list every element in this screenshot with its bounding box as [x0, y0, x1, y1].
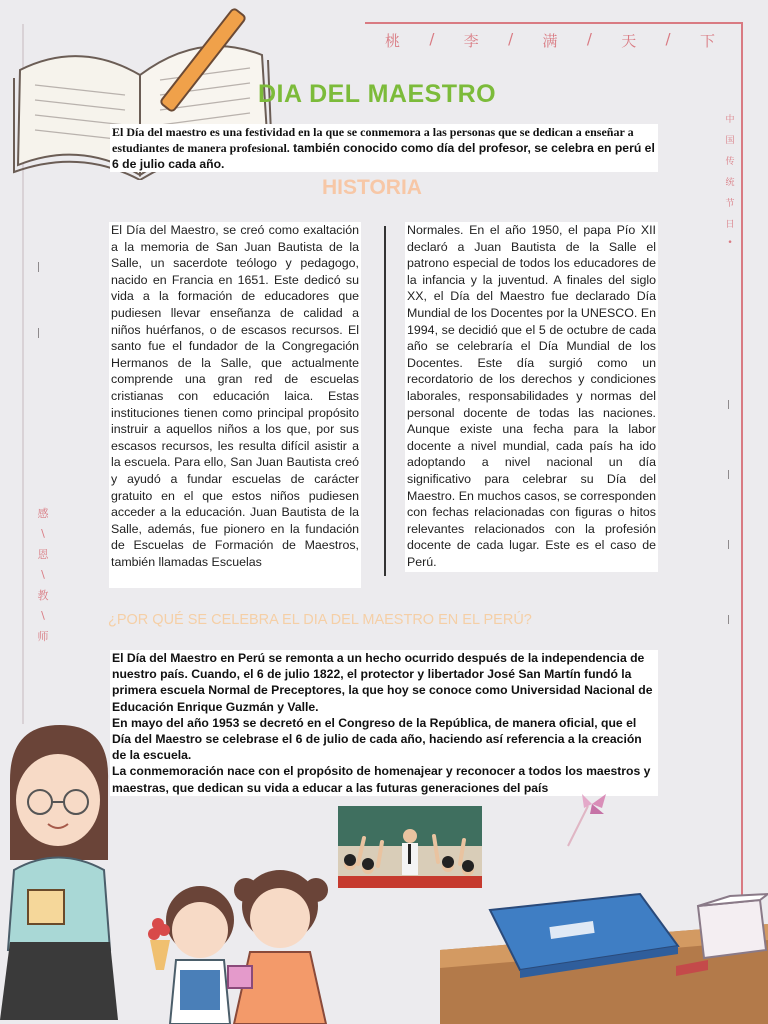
decor-char: 统: [725, 178, 735, 188]
teacher-illustration: [0, 720, 130, 1020]
historia-left-column: El Día del Maestro, se creó como exaltación a la memoria de San Juan Bautista de la Salle, un sacerdote teólogo y pedagogo, nacido en Francia en 1651. Este dedicó su vida a la formación de educadores que pudiesen llevar enseñanza de calidad a niños huérfanos, o de escasos recursos. El santo fue el fundador de la Congregación Hermanos de la Salle, que actualmente comprende una gran red de escuelas cristianas con educación laica. Estas instituciones tienen como principal propósito instruir a aquellos niños a los que, por sus escasos recursos, les resulta difícil asistir a la escuela. Para ello, San Juan Bautista creó y ayudó a fundar escuelas de carácter gratuito en el que estos niños pudiesen acceder a la educación. Juan Bautista de la Salle, además, fue pionero en la fundación de Escuelas de Formación de Maestros, también llamadas Escuelas: [109, 222, 361, 588]
decor-char: /: [429, 30, 435, 48]
intro-definition: El Día del maestro es una festividad en la que se conmemora a las personas que se dedican a enseñar a estudiantes de manera profesional.: [112, 125, 634, 155]
decor-char: 满: [542, 32, 558, 50]
decor-char: •: [727, 238, 733, 248]
decor-char: 日: [725, 220, 735, 230]
decor-char: \: [41, 527, 45, 540]
left-decorative-chars: [33, 505, 53, 644]
decor-char: \: [41, 568, 45, 581]
intro-date: también conocido como día del profesor, se celebra en perú el 6 de julio cada año.: [112, 141, 655, 171]
peru-paragraph: En mayo del año 1953 se decretó en el Congreso de la República, de manera oficial, que el Día del Maestro se celebrase el 6 de julio de cada año, haciendo así referencia a la creación de la escuela.: [112, 715, 642, 763]
decor-char: 节: [725, 199, 735, 209]
column-divider: [384, 226, 386, 576]
intro-paragraph: [110, 124, 658, 172]
decor-char: 师: [37, 630, 49, 643]
question-heading: ¿POR QUÉ SE CELEBRA EL DIA DEL MAESTRO EN EL PERÚ?: [108, 612, 532, 628]
children-illustration: [120, 860, 350, 1024]
decor-char: 桃: [385, 32, 401, 50]
decor-char: 教: [37, 589, 49, 602]
desk-books-illustration: [440, 880, 768, 1024]
decor-char: 恩: [37, 548, 49, 561]
page-title: DIA DEL MAESTRO: [258, 80, 497, 108]
pinwheel-illustration: [560, 790, 620, 850]
classroom-photo: [338, 806, 482, 888]
decor-char: 李: [463, 32, 479, 50]
historia-right-column: Normales. En el año 1950, el papa Pío XII declaró a Juan Bautista de la Salle el patrono especial de todos los educadores de la infancia y la juventud. A finales del siglo XX, el Día del Maestro fue declarado Día Mundial de los Docentes por la UNESCO. En 1994, se decidió que el 5 de octubre de cada año se celebraría el Día Mundial de los Docentes. Este día surgió como un recordatorio de los derechos y condiciones laborales, responsabilidades y normas del personal docente de todas las naciones. Aunque existe una fecha para la labor docente a nivel mundial, cada país ha ido adoptando a nivel nacional un día significativo para celebrar su Día del Maestro. En muchos casos, se corresponden con fechas relacionadas con figuras o hitos relevantes relacionados con la profesión docente de cada lugar. Este es el caso de Perú.: [405, 222, 658, 572]
decor-char: 感: [37, 507, 49, 520]
decor-char: /: [508, 30, 514, 48]
peru-section: [110, 650, 658, 796]
right-decorative-chars: [720, 112, 740, 248]
decor-char: /: [665, 30, 671, 48]
decor-char: 国: [725, 136, 735, 146]
decor-char: 下: [699, 32, 715, 50]
peru-paragraph: La conmemoración nace con el propósito de homenajear y reconocer a todos los maestros y maestras, que dedican su vida a educar a las futuras generaciones del país: [112, 764, 651, 795]
decor-char: /: [586, 30, 592, 48]
decor-char: \: [41, 609, 45, 622]
decor-char: 天: [621, 32, 637, 50]
decor-char: 传: [725, 157, 735, 167]
top-decorative-chars: [385, 30, 715, 51]
peru-paragraph: El Día del Maestro en Perú se remonta a un hecho ocurrido después de la independencia de nuestro país. Cuando, el 6 de julio 1822, el protector y libertador José San Martín fundó la primera escuela Normal de Preceptores, la que hoy se conoce como Universidad Nacional de Educación Enrique Guzmán y Valle.: [112, 651, 653, 714]
decor-char: 中: [725, 115, 735, 125]
historia-heading: HISTORIA: [322, 176, 422, 199]
